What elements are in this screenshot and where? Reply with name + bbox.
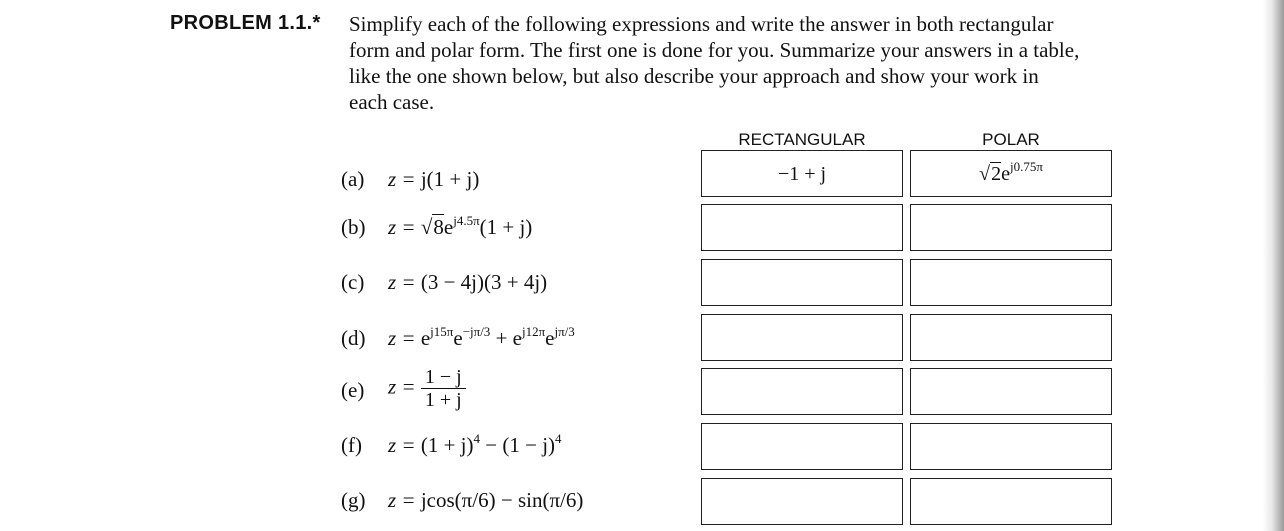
fraction: $\frac{1 - j}{1 + j}$: [421, 366, 466, 411]
answer-polar-a[interactable]: [910, 150, 1112, 197]
expr-f: $z = (1 + j)^4 - (1 - j)^4$: [388, 431, 562, 457]
row-label-c: (c): [341, 270, 365, 294]
row-label-e: (e): [341, 378, 365, 402]
expr-e: z = $\frac{1 - j}{1 + j}$: [388, 366, 466, 411]
expr-b: $z = √8e^{j4.5\pi}(1 + j)$: [388, 213, 533, 239]
expr-g: z = jcos(π/6) − sin(π/6): [388, 488, 584, 512]
header-rectangular: RECTANGULAR: [738, 130, 866, 149]
answer-rect-c[interactable]: [701, 259, 903, 306]
problem-line-3: like the one shown below, but also describe your approach and show your work in: [349, 64, 1039, 88]
answer-rect-f[interactable]: [701, 423, 903, 470]
answer-rect-d[interactable]: [701, 314, 903, 361]
answer-polar-b[interactable]: [910, 204, 1112, 251]
answer-polar-d[interactable]: [910, 314, 1112, 361]
row-label-a: (a): [341, 167, 365, 191]
answer-polar-e[interactable]: [910, 368, 1112, 415]
problem-line-2: form and polar form. The first one is done for you. Summarize your answers in a table,: [349, 38, 1080, 62]
expr-d: $z = e^{j15\pi}e^{-j\pi/3} + e^{j12\pi}e^{j\pi/3}$: [388, 324, 575, 350]
answer-rect-g[interactable]: [701, 478, 903, 525]
problem-line-4: each case.: [349, 90, 435, 114]
answer-rect-b[interactable]: [701, 204, 903, 251]
problem-line-1: Simplify each of the following expressions and write the answer in both rectangular: [349, 12, 1054, 36]
row-label-d: (d): [341, 326, 366, 350]
sqrt-8: √8: [420, 215, 444, 239]
problem-label: PROBLEM 1.1.*: [170, 12, 321, 34]
answer-polar-a-value: $√2e^{j0.75\pi}$: [979, 159, 1043, 185]
answer-rect-e[interactable]: [701, 368, 903, 415]
row-label-g: (g): [341, 488, 366, 512]
expr-a: [388, 167, 479, 192]
row-label-f: (f): [341, 433, 362, 457]
page-edge-shadow: [1262, 0, 1284, 531]
answer-polar-c[interactable]: [910, 259, 1112, 306]
row-label-b: (b): [341, 215, 366, 239]
answer-polar-g[interactable]: [910, 478, 1112, 525]
problem-statement: [349, 11, 1139, 115]
answer-polar-f[interactable]: [910, 423, 1112, 470]
answer-rect-a[interactable]: [701, 150, 903, 197]
expr-a-body: j(1 + j): [420, 167, 480, 191]
answer-rect-a-value: −1 + j: [777, 163, 827, 185]
header-polar: POLAR: [982, 130, 1040, 149]
z-equals: z =: [388, 167, 416, 191]
sqrt-2: √2: [979, 163, 1002, 185]
expr-c: z = (3 − 4j)(3 + 4j): [388, 270, 548, 294]
